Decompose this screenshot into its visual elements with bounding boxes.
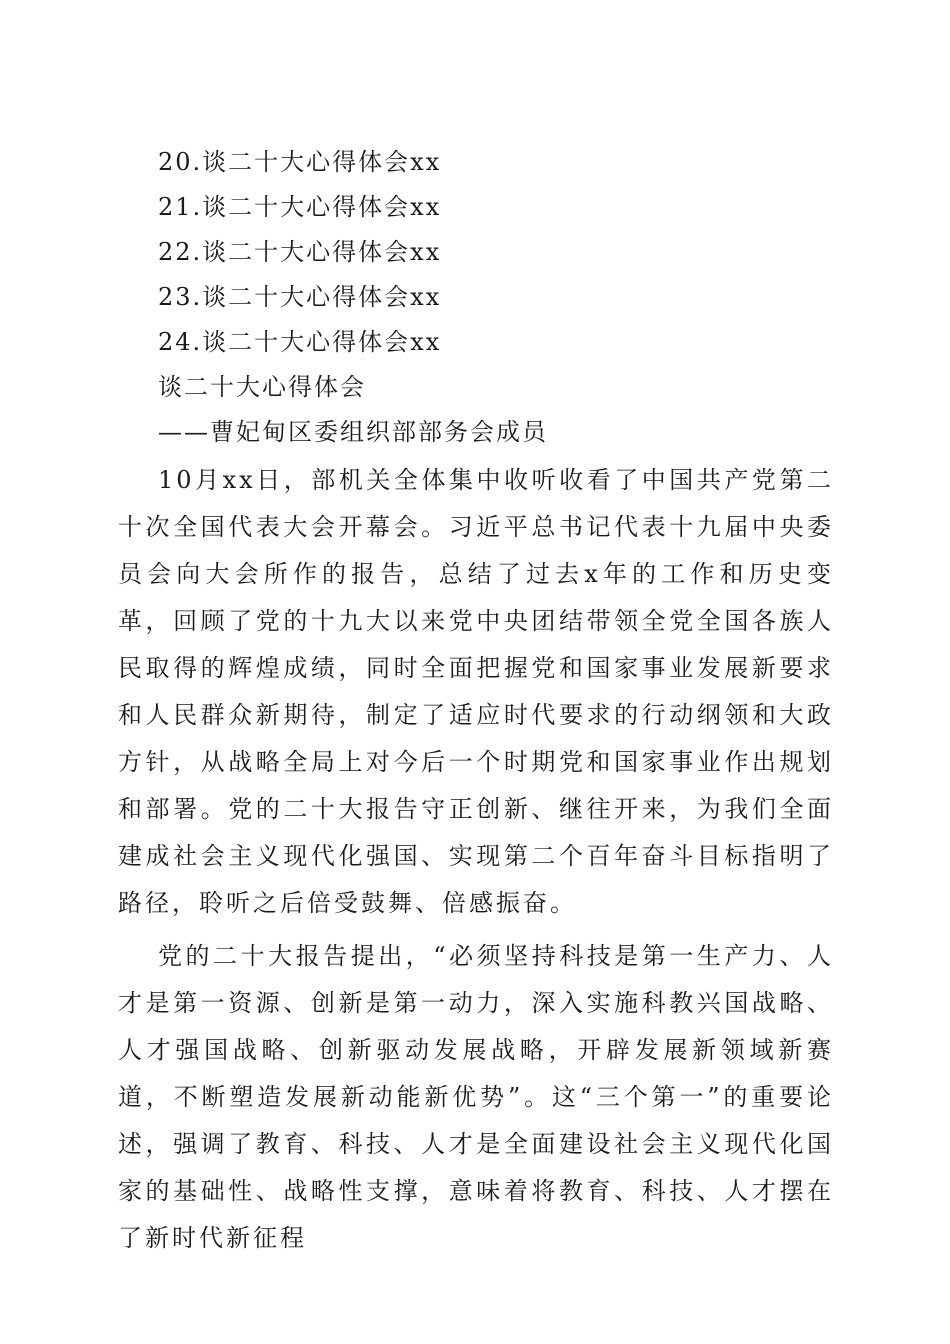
table-of-contents: [118, 140, 834, 365]
document-content: [118, 140, 834, 1262]
toc-item: 24.谈二十大心得体会xx: [158, 328, 442, 356]
article-author: ——曹妃甸区委组织部部务会成员: [158, 418, 548, 446]
article-title: 谈二十大心得体会: [158, 373, 366, 401]
body-paragraph: 10月xx日，部机关全体集中收听收看了中国共产党第二十次全国代表大会开幕会。习近平总书记代表十九届中央委员会向大会所作的报告，总结了过去x年的工作和历史变革，回顾了党的十九大以来党中央团结带领全党全国各族人民取得的辉煌成绩，同时全面把握党和国家事业发展新要求和人民群众新期待，制定了适应时代要求的行动纲领和大政方针，从战略全局上对今后一个时期党和国家事业作出规划和部署。党的二十大报告守正创新、继往开来，为我们全面建成社会主义现代化强国、实现第二个百年奋斗目标指明了路径，聆听之后倍受鼓舞、倍感振奋。: [118, 466, 834, 917]
toc-item: 23.谈二十大心得体会xx: [158, 283, 442, 311]
body-paragraph: 党的二十大报告提出，“必须坚持科技是第一生产力、人才是第一资源、创新是第一动力，深入实施科教兴国战略、人才强国战略、创新驱动发展战略，开辟发展新领域新赛道，不断塑造发展新动能新优势”。这“三个第一”的重要论述，强调了教育、科技、人才是全面建设社会主义现代化国家的基础性、战略性支撑，意味着将教育、科技、人才摆在了新时代新征程: [118, 942, 834, 1252]
toc-item: 21.谈二十大心得体会xx: [158, 193, 442, 221]
toc-item: 20.谈二十大心得体会xx: [158, 148, 442, 176]
toc-item: 22.谈二十大心得体会xx: [158, 238, 442, 266]
